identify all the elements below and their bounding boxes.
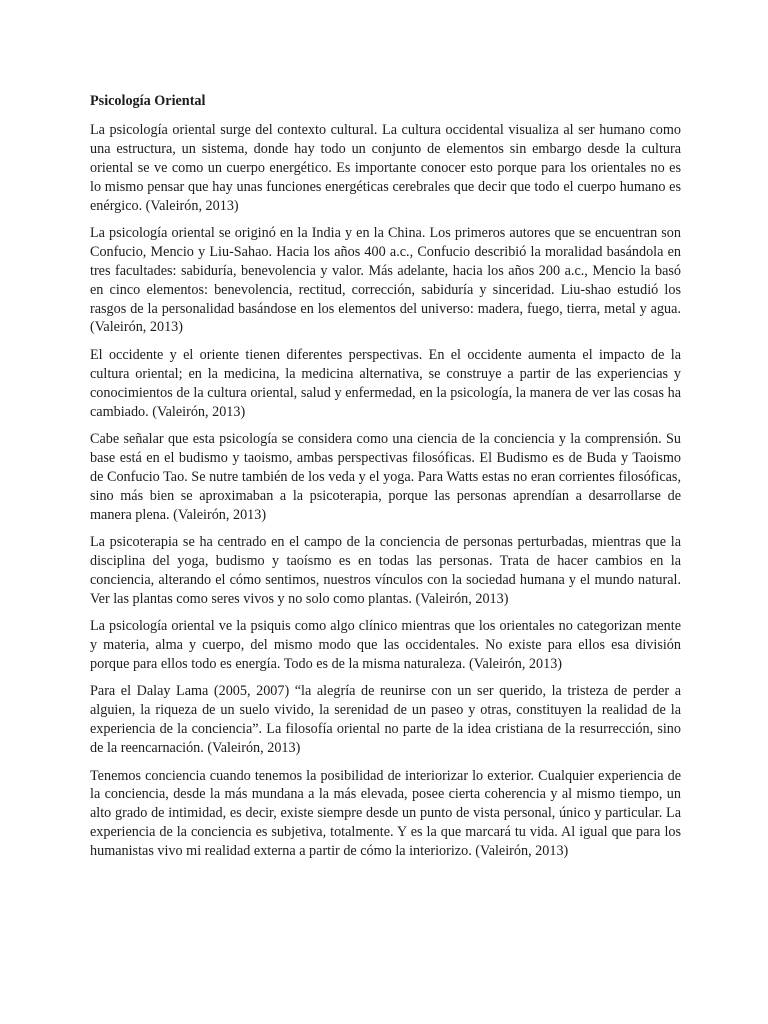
paragraph-3: El occidente y el oriente tienen diferentes perspectivas. En el occidente aumenta el impacto de la cultura oriental; en la medicina, la medicina alternativa, se construye a partir de las experiencias y conocimientos de la cultura oriental, salud y enfermedad, en la psicología, la manera de ver las cosas ha cambiado. (Valeirón, 2013) — [90, 346, 681, 420]
paragraph-1: La psicología oriental surge del contexto cultural. La cultura occidental visualiza al ser humano como una estructura, un sistema, donde hay todo un conjunto de elementos sin embargo desde la cultura oriental se ve como un cuerpo energético. Es importante conocer esto porque para los orientales no es lo mismo pensar que hay unas funciones energéticas cerebrales que decir que todo el cuerpo humano es enérgico. (Valeirón, 2013) — [90, 121, 681, 214]
paragraph-7: Para el Dalay Lama (2005, 2007) “la alegría de reunirse con un ser querido, la tristeza de perder a alguien, la riqueza de un suelo vivido, la serenidad de un paseo y otras, constituyen la realidad de la experiencia de la conciencia”. La filosofía oriental no parte de la idea cristiana de la resurrección, sino de la reencarnación. (Valeirón, 2013) — [90, 683, 681, 757]
paragraph-6: La psicología oriental ve la psiquis como algo clínico mientras que los orientales no categorizan mente y materia, alma y cuerpo, del mismo modo que las occidentales. No existe para ellos esa división porque para ellos todo es energía. Todo es de la misma naturaleza. (Valeirón, 2013) — [90, 618, 681, 672]
paragraph-2: La psicología oriental se originó en la India y en la China. Los primeros autores que se encuentran son Confucio, Mencio y Liu-Sahao. Hacia los años 400 a.c., Confucio describió la moralidad basándola en tres facultades: sabiduría, benevolencia y valor. Más adelante, hacia los años 200 a.c., Mencio la basó en cinco elementos: benevolencia, rectitud, corrección, sabiduría y sinceridad. Liu-shao estudió los rasgos de la personalidad basándose en los elementos del universo: madera, fuego, tierra, metal y agua. (Valeirón, 2013) — [90, 224, 681, 336]
document-body — [90, 92, 681, 870]
paragraph-5: La psicoterapia se ha centrado en el campo de la conciencia de personas perturbadas, mientras que la disciplina del yoga, budismo y taoísmo es en todas las personas. Trata de hacer cambios en la conciencia, alterando el cómo sentimos, nuestros vínculos con la sociedad humana y el mundo natural. Ver las plantas como seres vivos y no solo como plantas. (Valeirón, 2013) — [90, 534, 681, 607]
paragraph-8: Tenemos conciencia cuando tenemos la posibilidad de interiorizar lo exterior. Cualquier experiencia de la conciencia, desde la más mundana a la más elevada, posee cierta coherencia y al mismo tiempo, un alto grado de intimidad, es decir, existe siempre desde un punto de vista personal, único y particular. La experiencia de la conciencia es subjetiva, totalmente. Y es la que marcará tu vida. Al igual que para los humanistas vivo mi realidad externa a partir de cómo la interiorizo. (Valeirón, 2013) — [90, 767, 681, 860]
paragraph-4: Cabe señalar que esta psicología se considera como una ciencia de la conciencia y la comprensión. Su base está en el budismo y taoismo, ambas perspectivas filosóficas. El Budismo es de Buda y Taoismo de Confucio Tao. Se nutre también de los veda y el yoga. Para Watts estas no eran corrientes filosóficas, sino más bien se aproximaban a la psicoterapia, porque las personas aprendían a desarrollarse de manera plena. (Valeirón, 2013) — [90, 431, 681, 523]
document-title: Psicología Oriental — [90, 93, 206, 109]
